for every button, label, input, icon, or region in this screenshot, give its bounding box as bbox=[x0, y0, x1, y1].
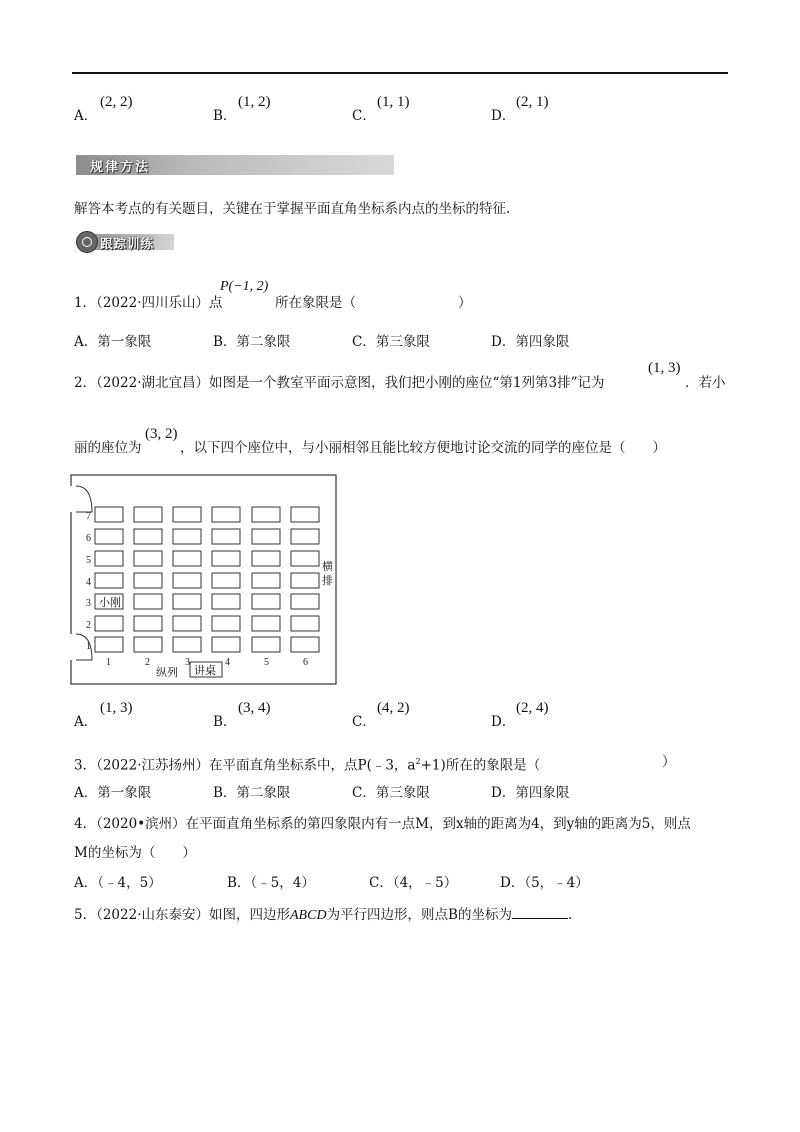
q1-point: P(−1, 2) bbox=[220, 279, 269, 294]
seat bbox=[252, 529, 280, 544]
seat bbox=[291, 616, 319, 631]
column-label: 2 bbox=[145, 657, 150, 668]
q5-end: . bbox=[567, 907, 573, 923]
training-banner bbox=[76, 231, 174, 253]
option-value: (2, 4) bbox=[516, 700, 549, 716]
seat bbox=[95, 551, 123, 566]
column-axis-label: 纵列 bbox=[156, 667, 178, 679]
option-c: C．第三象限 bbox=[352, 334, 430, 350]
seat bbox=[173, 616, 201, 631]
option-c: C．第三象限 bbox=[352, 785, 430, 801]
training-banner-label: 跟踪训练 bbox=[100, 236, 155, 251]
option-value: (2, 2) bbox=[100, 94, 133, 110]
seat bbox=[134, 616, 162, 631]
row-label: 4 bbox=[86, 577, 91, 588]
option-letter: C． bbox=[352, 108, 376, 124]
option-value: (2, 1) bbox=[516, 94, 549, 110]
seat bbox=[252, 637, 280, 652]
option-letter: D． bbox=[491, 714, 516, 730]
seat bbox=[212, 573, 240, 588]
q4-line1: 4．（2020•滨州）在平面直角坐标系的第四象限内有一点M，到x轴的距离为4，到y轴的距离为5，则点 bbox=[74, 816, 691, 832]
door-gap-top bbox=[70, 486, 76, 512]
seat bbox=[134, 637, 162, 652]
method-banner-label: 规律方法 bbox=[90, 160, 151, 175]
seat bbox=[173, 594, 201, 609]
column-label: 4 bbox=[225, 657, 230, 668]
q4-line2: M的坐标为（ ） bbox=[74, 845, 196, 861]
option-value: (3, 4) bbox=[238, 700, 271, 716]
xiaogang-seat-label: 小刚 bbox=[99, 597, 121, 609]
seat bbox=[134, 529, 162, 544]
door-gap-bottom bbox=[70, 634, 76, 660]
q5-quad: ABCD bbox=[290, 908, 327, 923]
seat bbox=[173, 529, 201, 544]
seat bbox=[252, 616, 280, 631]
q3-text: 3．（2022·江苏扬州）在平面直角坐标系中，点P(﹣3，$a^2+1$)所在的象限是（ bbox=[74, 757, 541, 774]
seat bbox=[291, 637, 319, 652]
option-letter: C． bbox=[352, 714, 376, 730]
seat bbox=[95, 529, 123, 544]
target-icon bbox=[76, 231, 98, 253]
seat bbox=[95, 507, 123, 522]
option-value: (1, 3) bbox=[100, 700, 133, 716]
q2-line1: 2．（2022·湖北宜昌）如图是一个教室平面示意图，我们把小刚的座位“第1列第3排”记为 bbox=[74, 375, 605, 391]
row-axis-label: 横 bbox=[322, 561, 333, 573]
seat bbox=[252, 594, 280, 609]
option-letter: B． bbox=[213, 108, 237, 124]
teacher-desk-label: 讲桌 bbox=[194, 665, 216, 677]
seat bbox=[252, 507, 280, 522]
seat bbox=[212, 507, 240, 522]
seat bbox=[212, 637, 240, 652]
seat bbox=[212, 551, 240, 566]
q2-line1-suffix: ．若小 bbox=[685, 375, 726, 391]
seat bbox=[173, 507, 201, 522]
seat bbox=[291, 507, 319, 522]
seat bbox=[173, 573, 201, 588]
option-d: D．第四象限 bbox=[491, 334, 570, 350]
option-a: A．（﹣4，5） bbox=[74, 875, 162, 891]
column-label: 3 bbox=[185, 657, 190, 668]
column-label: 6 bbox=[303, 657, 308, 668]
q3-close: ） bbox=[662, 754, 676, 770]
q2-coord2: (3, 2) bbox=[145, 426, 178, 442]
q2-line2-suffix: ，以下四个座位中，与小丽相邻且能比较方便地讨论交流的同学的座位是（ ） bbox=[180, 440, 666, 456]
seat bbox=[173, 637, 201, 652]
row-label: 6 bbox=[86, 533, 91, 544]
row-label: 3 bbox=[86, 598, 91, 609]
q2-coord1: (1, 3) bbox=[648, 360, 681, 376]
row-label: 2 bbox=[86, 620, 91, 631]
seat bbox=[212, 529, 240, 544]
column-label: 5 bbox=[264, 657, 269, 668]
option-b: B．第二象限 bbox=[213, 785, 291, 801]
door-top bbox=[76, 486, 92, 512]
option-a: A．第一象限 bbox=[74, 785, 152, 801]
header-rule bbox=[72, 72, 728, 74]
option-letter: A． bbox=[74, 108, 98, 124]
q1-close: ） bbox=[458, 295, 472, 311]
option-d: D．（5，﹣4） bbox=[500, 875, 589, 891]
seat bbox=[212, 594, 240, 609]
option-value: (1, 1) bbox=[377, 94, 410, 110]
seat bbox=[134, 551, 162, 566]
option-letter: D． bbox=[491, 108, 516, 124]
option-b: B．（﹣5，4） bbox=[227, 875, 315, 891]
option-letter: A． bbox=[74, 714, 98, 730]
seat bbox=[95, 637, 123, 652]
option-a: A．第一象限 bbox=[74, 334, 152, 350]
q5-prefix: 5．（2022·山东泰安）如图，四边形 bbox=[74, 907, 290, 923]
seat bbox=[291, 573, 319, 588]
seat bbox=[291, 529, 319, 544]
option-b: B．第二象限 bbox=[213, 334, 291, 350]
option-value: (4, 2) bbox=[377, 700, 410, 716]
seat bbox=[134, 573, 162, 588]
q1-prefix: 1．（2022·四川乐山）点 bbox=[74, 295, 223, 311]
seat bbox=[252, 573, 280, 588]
seat bbox=[212, 616, 240, 631]
seat bbox=[95, 573, 123, 588]
seat bbox=[134, 507, 162, 522]
classroom-diagram bbox=[70, 474, 338, 686]
seat bbox=[252, 551, 280, 566]
option-letter: B． bbox=[213, 714, 237, 730]
row-label: 1 bbox=[86, 641, 91, 652]
seat bbox=[291, 594, 319, 609]
method-banner bbox=[76, 155, 394, 175]
q2-line2: 丽的座位为 bbox=[74, 440, 142, 456]
seat bbox=[95, 616, 123, 631]
row-label: 5 bbox=[86, 555, 91, 566]
option-value: (1, 2) bbox=[238, 94, 271, 110]
seat bbox=[291, 551, 319, 566]
row-label: 7 bbox=[86, 511, 91, 522]
question-5 bbox=[74, 904, 572, 926]
option-c: C．（4，﹣5） bbox=[369, 875, 458, 891]
q5-middle: 为平行四边形，则点B的坐标为 bbox=[326, 907, 512, 923]
seat bbox=[173, 551, 201, 566]
seat bbox=[134, 594, 162, 609]
method-text: 解答本考点的有关题目，关键在于掌握平面直角坐标系内点的坐标的特征. bbox=[74, 201, 511, 217]
q1-suffix: 所在象限是（ bbox=[275, 295, 356, 311]
row-axis-label: 排 bbox=[322, 575, 333, 587]
seat-grid bbox=[95, 507, 319, 652]
column-label: 1 bbox=[106, 657, 111, 668]
answer-blank[interactable] bbox=[512, 904, 568, 919]
option-d: D．第四象限 bbox=[491, 785, 570, 801]
row-labels bbox=[86, 511, 91, 652]
